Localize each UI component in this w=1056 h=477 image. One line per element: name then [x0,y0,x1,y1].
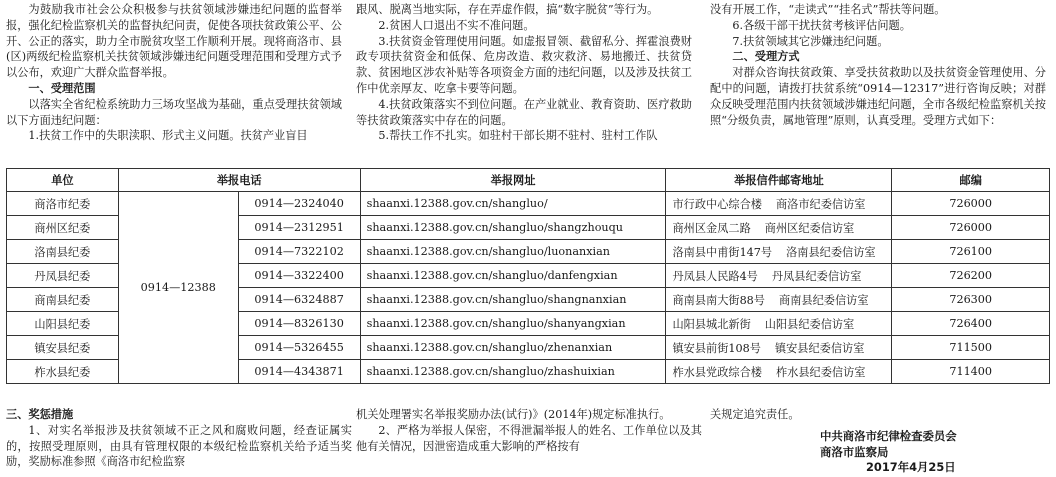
rewards-item-2-cont: 关规定追究责任。 [710,408,800,421]
article-column-2 [356,2,692,144]
address-office: 镇安县纪委信访室 [774,341,865,355]
signature-org-commission: 中共商洛市纪律检查委员会 [820,429,957,443]
shared-phone-cell: 0914—12388 [118,192,238,384]
scope-item-5: 5.帮扶工作不扎实。如驻村干部长期不驻村、驻村工作队 [378,129,658,143]
unit-cell: 洛南县纪委 [7,240,119,264]
address-street: 柞水县党政综合楼 [672,365,762,379]
scope-item-1: 1.扶贫工作中的失职渎职、形式主义问题。扶贫产业盲目 [28,129,308,143]
scope-item-3: 3.扶贫资金管理使用问题。如虚报冒领、截留私分、挥霍浪费财政专项扶贫资金和低保、危房改造、救灾救济、易地搬迁、扶贫贷款、贫困地区涉农补贴等各项资金方面的违纪问题，以及涉及扶贫工作中优亲厚友、吃拿卡要等问题。 [356,34,692,95]
phone-cell: 0914—3322400 [238,264,360,288]
article-column-3 [710,2,1046,128]
rewards-column-1 [6,407,352,470]
phone-cell: 0914—5326455 [238,336,360,360]
unit-cell: 山阳县纪委 [7,312,119,336]
url-cell: shaanxi.12388.gov.cn/shangluo/ [360,192,666,216]
zip-cell: 726000 [892,192,1050,216]
url-cell: shaanxi.12388.gov.cn/shangluo/zhashuixian [360,360,666,384]
address-cell [666,264,892,288]
address-street: 商州区金凤二路 [672,221,751,235]
scope-item-5-cont: 没有开展工作，“走读式”“挂名式”帮扶等问题。 [710,3,946,16]
scope-item-1-cont: 跟风、脱离当地实际，存在弄虚作假，搞“数字脱贫”等行为。 [356,3,659,16]
url-cell: shaanxi.12388.gov.cn/shangluo/shangnanxian [360,288,666,312]
rewards-column-2 [356,407,702,454]
table-header-row [7,169,1050,192]
phone-cell: 0914—2312951 [238,216,360,240]
address-cell [666,312,892,336]
zip-cell: 726200 [892,264,1050,288]
header-zip: 邮编 [892,169,1050,192]
url-cell: shaanxi.12388.gov.cn/shangluo/danfengxian [360,264,666,288]
address-office: 商南县纪委信访室 [779,293,869,307]
address-office: 商洛市纪委信访室 [775,197,866,211]
phone-cell: 0914—6324887 [238,288,360,312]
url-cell: shaanxi.12388.gov.cn/shangluo/shanyangxian [360,312,666,336]
address-cell [666,192,892,216]
unit-cell: 商南县纪委 [7,288,119,312]
address-cell [666,336,892,360]
zip-cell: 726300 [892,288,1050,312]
section-heading-rewards: 三、奖惩措施 [6,408,74,421]
zip-cell: 726400 [892,312,1050,336]
address-cell [666,216,892,240]
rewards-item-1-cont: 机关处理署实名举报奖励办法(试行)》(2014年)规定标准执行。 [356,408,671,421]
signature-block [820,429,957,476]
address-street: 洛南县中甫街147号 [672,245,773,259]
address-office: 商州区纪委信访室 [764,221,855,235]
zip-cell: 711400 [892,360,1050,384]
header-phone: 举报电话 [118,169,360,192]
address-office: 山阳县纪委信访室 [764,317,855,331]
address-street: 市行政中心综合楼 [672,197,762,211]
rewards-column-3 [710,407,1050,423]
url-cell: shaanxi.12388.gov.cn/shangluo/zhenanxian [360,336,666,360]
scope-item-6: 6.各级干部干扰扶贫考核评估问题。 [732,18,911,32]
address-street: 丹凤县人民路4号 [672,269,758,283]
scope-item-2: 2.贫困人口退出不实不准问题。 [378,18,535,32]
address-office: 洛南县纪委信访室 [786,245,876,259]
address-cell [666,240,892,264]
url-cell: shaanxi.12388.gov.cn/shangluo/luonanxian [360,240,666,264]
unit-cell: 柞水县纪委 [7,360,119,384]
signature-org-bureau: 商洛市监察局 [820,444,889,459]
address-street: 山阳县城北新街 [672,317,751,331]
unit-cell: 商洛市纪委 [7,192,119,216]
phone-cell: 0914—4343871 [238,360,360,384]
address-cell [666,360,892,384]
address-street: 镇安县前街108号 [672,341,761,355]
table-row [7,192,1050,216]
intro-paragraph: 为鼓励我市社会公众积极参与扶贫领域涉嫌违纪问题的监督举报，强化纪检监察机关的监督执纪问责，促使各项扶贫政策公平、公开、公正的落实，助力全市脱贫攻坚工作顺利开展。现将商洛市、县(区)两级纪检监察机关扶贫领域涉嫌违纪问题受理范围和受理方式予以公布，欢迎广大群众监督举报。 [6,3,342,80]
section-heading-method: 二、受理方式 [732,50,800,64]
zip-cell: 726000 [892,216,1050,240]
method-paragraph: 对群众咨询扶贫政策、享受扶贫救助以及扶贫资金管理使用、分配中的问题，请拨打扶贫系统“0914—12317”进行咨询反映；对群众反映受理范围内扶贫领域涉嫌违纪问题，全市各级纪检监察机关按照“分级负责，属地管理”原则，认真受理。受理方式如下： [710,66,1046,127]
scope-item-4: 4.扶贫政策落实不到位问题。在产业就业、教育资助、医疗救助等扶贫政策落实中存在的问题。 [356,97,692,127]
address-cell [666,288,892,312]
header-url: 举报网址 [360,169,666,192]
address-street: 商南县南大街88号 [672,293,765,307]
report-contact-table [6,168,1050,384]
rewards-item-1: 1、对实名举报涉及扶贫领域不正之风和腐败问题，经查证属实的，按照受理原则，由具有管理权限的本级纪检监察机关给予适当奖励，奖励标准参照《商洛市纪检监察 [6,423,352,469]
header-address: 举报信件邮寄地址 [666,169,892,192]
phone-cell: 0914—7322102 [238,240,360,264]
phone-cell: 0914—2324040 [238,192,360,216]
unit-cell: 商州区纪委 [7,216,119,240]
signature-date: 2017年4月25日 [866,460,956,474]
unit-cell: 镇安县纪委 [7,336,119,360]
zip-cell: 726100 [892,240,1050,264]
unit-cell: 丹凤县纪委 [7,264,119,288]
address-office: 柞水县纪委信访室 [775,365,866,379]
zip-cell: 711500 [892,336,1050,360]
header-unit: 单位 [7,169,119,192]
rewards-item-2: 2、严格为举报人保密，不得泄漏举报人的姓名、工作单位以及其他有关情况，因泄密造成重大影响的严格按有 [356,423,702,453]
phone-cell: 0914—8326130 [238,312,360,336]
section-heading-scope: 一、受理范围 [28,81,96,95]
scope-paragraph: 以落实全省纪检系统助力三场攻坚战为基础，重点受理扶贫领域以下方面违纪问题： [6,97,342,127]
url-cell: shaanxi.12388.gov.cn/shangluo/shangzhouqu [360,216,666,240]
address-office: 丹凤县纪委信访室 [771,269,862,283]
scope-item-7: 7.扶贫领域其它涉嫌违纪问题。 [732,34,889,48]
article-column-1 [6,2,342,144]
